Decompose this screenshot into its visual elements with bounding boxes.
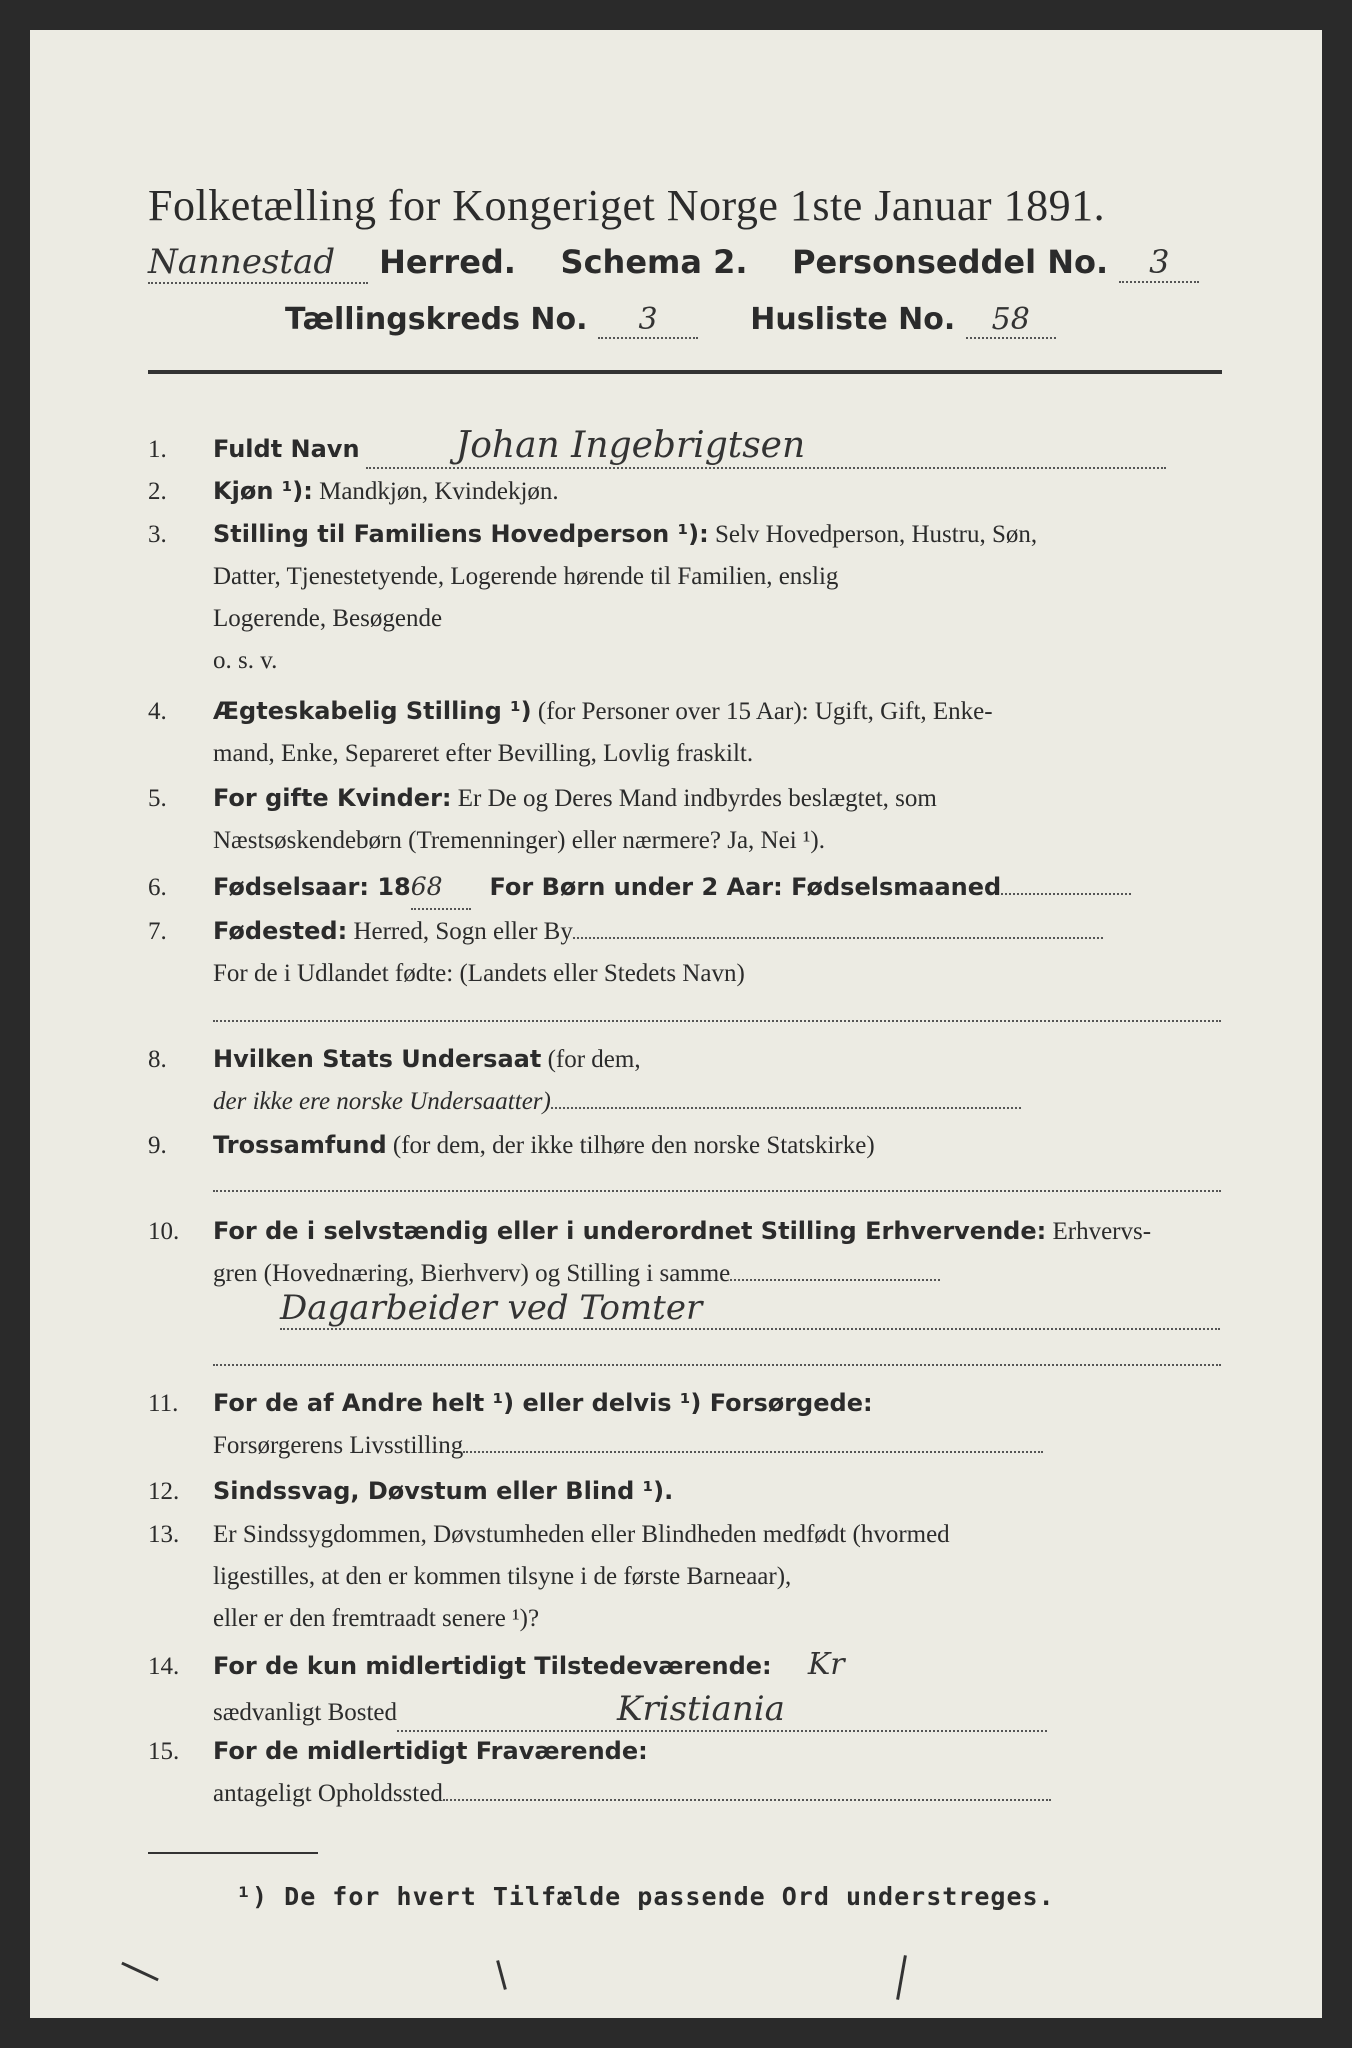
q9-number: 9. [148,1132,167,1159]
q5-line-2: Næstsøskendebørn (Tremenninger) eller nærmere? Ja, Nei ¹). [213,827,825,854]
stray-mark-3 [896,1955,907,2000]
footnote-rule [148,1852,318,1854]
q12-number: 12. [148,1478,180,1505]
q11-blank [463,1451,1043,1453]
kreds-label: Tællingskreds No. [285,302,588,337]
question-4 [148,690,1238,775]
question-12 [148,1470,1238,1513]
q2-options: Mandkjøn, Kvindekjøn. [319,478,559,505]
q10-value: Dagarbeider ved Tomter [280,1288,1220,1330]
q2-label: Kjøn ¹): [213,477,313,505]
question-14 [148,1644,1238,1734]
q3-line-4: o. s. v. [213,647,278,674]
q7-blank [573,937,1103,939]
form-title: Folketælling for Kongeriget Norge 1ste Januar 1891. [148,181,1106,230]
husliste-label: Husliste No. [750,302,956,337]
q3-line-1: Selv Hovedperson, Hustru, Søn, [714,521,1038,548]
q10-blank [730,1279,940,1281]
schema-label: Schema 2. [560,243,748,281]
question-3 [148,513,1238,682]
q15-label: For de midlertidigt Fraværende: [213,1737,648,1765]
q7-number: 7. [148,918,167,945]
q13-line-2: ligestilles, at den er kommen tilsyne i de første Barneaar), [213,1563,792,1590]
footnote: ¹) De for hvert Tilfælde passende Ord understreges. [236,1882,1055,1911]
q14-number: 14. [148,1653,180,1680]
question-10 [148,1210,1238,1295]
q11-line-1: Forsørgerens Livsstilling [213,1432,464,1459]
form-subheader [148,242,1228,284]
q3-number: 3. [148,521,167,548]
question-11 [148,1382,1238,1467]
q8-blank [551,1107,1021,1109]
q12-label: Sindssvag, Døvstum eller Blind ¹). [213,1477,674,1505]
question-7 [148,910,1238,995]
q11-label: For de af Andre helt ¹) eller delvis ¹) Forsørgede: [213,1389,873,1417]
personseddel-label: Personseddel No. [792,243,1109,281]
q7-line-1: Herred, Sogn eller By [353,918,573,945]
q13-line-3: eller er den fremtraadt senere ¹)? [213,1605,540,1632]
kreds-value: 3 [598,302,698,339]
q6-blank [1001,893,1131,895]
stray-mark-2 [496,1960,507,1990]
q4-label: Ægteskabelig Stilling ¹) [213,697,532,725]
q11-number: 11. [148,1390,179,1417]
q10-number: 10. [148,1218,180,1245]
q7-blank-line [213,1020,1221,1022]
herred-value: Nannestad [148,242,368,284]
q5-number: 5. [148,785,167,812]
question-2 [148,470,1238,513]
question-1 [148,425,1238,471]
personseddel-value: 3 [1119,243,1199,283]
census-form-sheet [30,30,1322,2018]
q5-line-1: Er De og Deres Mand indbyrdes beslægtet, som [457,785,937,812]
q8-line-2: der ikke ere norske Undersaatter) [213,1088,551,1115]
question-5 [148,777,1238,862]
herred-label: Herred. [379,243,516,281]
q7-line-2: For de i Udlandet fødte: (Landets eller Stedets Navn) [213,960,745,987]
q4-line-1: (for Personer over 15 Aar): Ugift, Gift, Enke- [537,698,993,725]
q6-number: 6. [148,874,167,901]
q1-label: Fuldt Navn [213,435,360,463]
q15-line-1: antageligt Opholdssted [213,1780,443,1807]
stray-mark-1 [121,1962,159,1982]
question-8 [148,1038,1238,1123]
question-13 [148,1514,1238,1640]
q14-label: For de kun midlertidigt Tilstedeværende: [213,1652,772,1680]
q15-blank [443,1799,1051,1801]
q7-label: Fødested: [213,917,348,945]
q13-number: 13. [148,1521,180,1548]
q6-label: Fødselsaar: 18 [213,873,411,901]
q3-line-3: Logerende, Besøgende [213,605,443,632]
question-6 [148,866,1238,910]
q14-value: Kristiania [397,1688,1047,1732]
q15-number: 15. [148,1738,180,1765]
q3-label: Stilling til Familiens Hovedperson ¹): [213,520,709,548]
q3-line-2: Datter, Tjenestetyende, Logerende hørende til Familien, enslig [213,563,839,590]
q8-number: 8. [148,1046,167,1073]
question-15 [148,1730,1238,1815]
husliste-value: 58 [966,302,1056,339]
header-rule [148,370,1222,374]
q14-line-1: sædvanligt Bosted [213,1699,398,1726]
q10-label: For de i selvstændig eller i underordnet Stilling Erhvervende: [213,1217,1047,1245]
q9-label: Trossamfund [213,1131,387,1159]
q8-label: Hvilken Stats Undersaat [213,1045,542,1073]
q10-line-1: Erhvervs- [1052,1218,1152,1245]
q2-number: 2. [148,478,167,505]
q6-value: 68 [411,866,471,910]
q8-line-1: (for dem, [547,1046,641,1073]
q1-value: Johan Ingebrigtsen [366,425,1166,469]
q10-blank-line [213,1364,1221,1366]
q9-blank-line [213,1190,1221,1192]
q13-line-1: Er Sindssygdommen, Døvstumheden eller Blindheden medfødt (hvormed [213,1521,950,1548]
q4-number: 4. [148,698,167,725]
q9-line-1: (for dem, der ikke tilhøre den norske Statskirke) [392,1132,875,1159]
question-9 [148,1124,1238,1167]
q1-number: 1. [148,436,167,463]
q6-label-2: For Børn under 2 Aar: Fødselsmaaned [489,873,1002,901]
q10-line-2: gren (Hovednæring, Bierhverv) og Stilling i samme [213,1260,731,1287]
q14-value-a: Kr [807,1647,845,1682]
q4-line-2: mand, Enke, Separeret efter Bevilling, Lovlig fraskilt. [213,740,754,767]
q5-label: For gifte Kvinder: [213,784,452,812]
form-subheader-2 [285,302,1185,339]
